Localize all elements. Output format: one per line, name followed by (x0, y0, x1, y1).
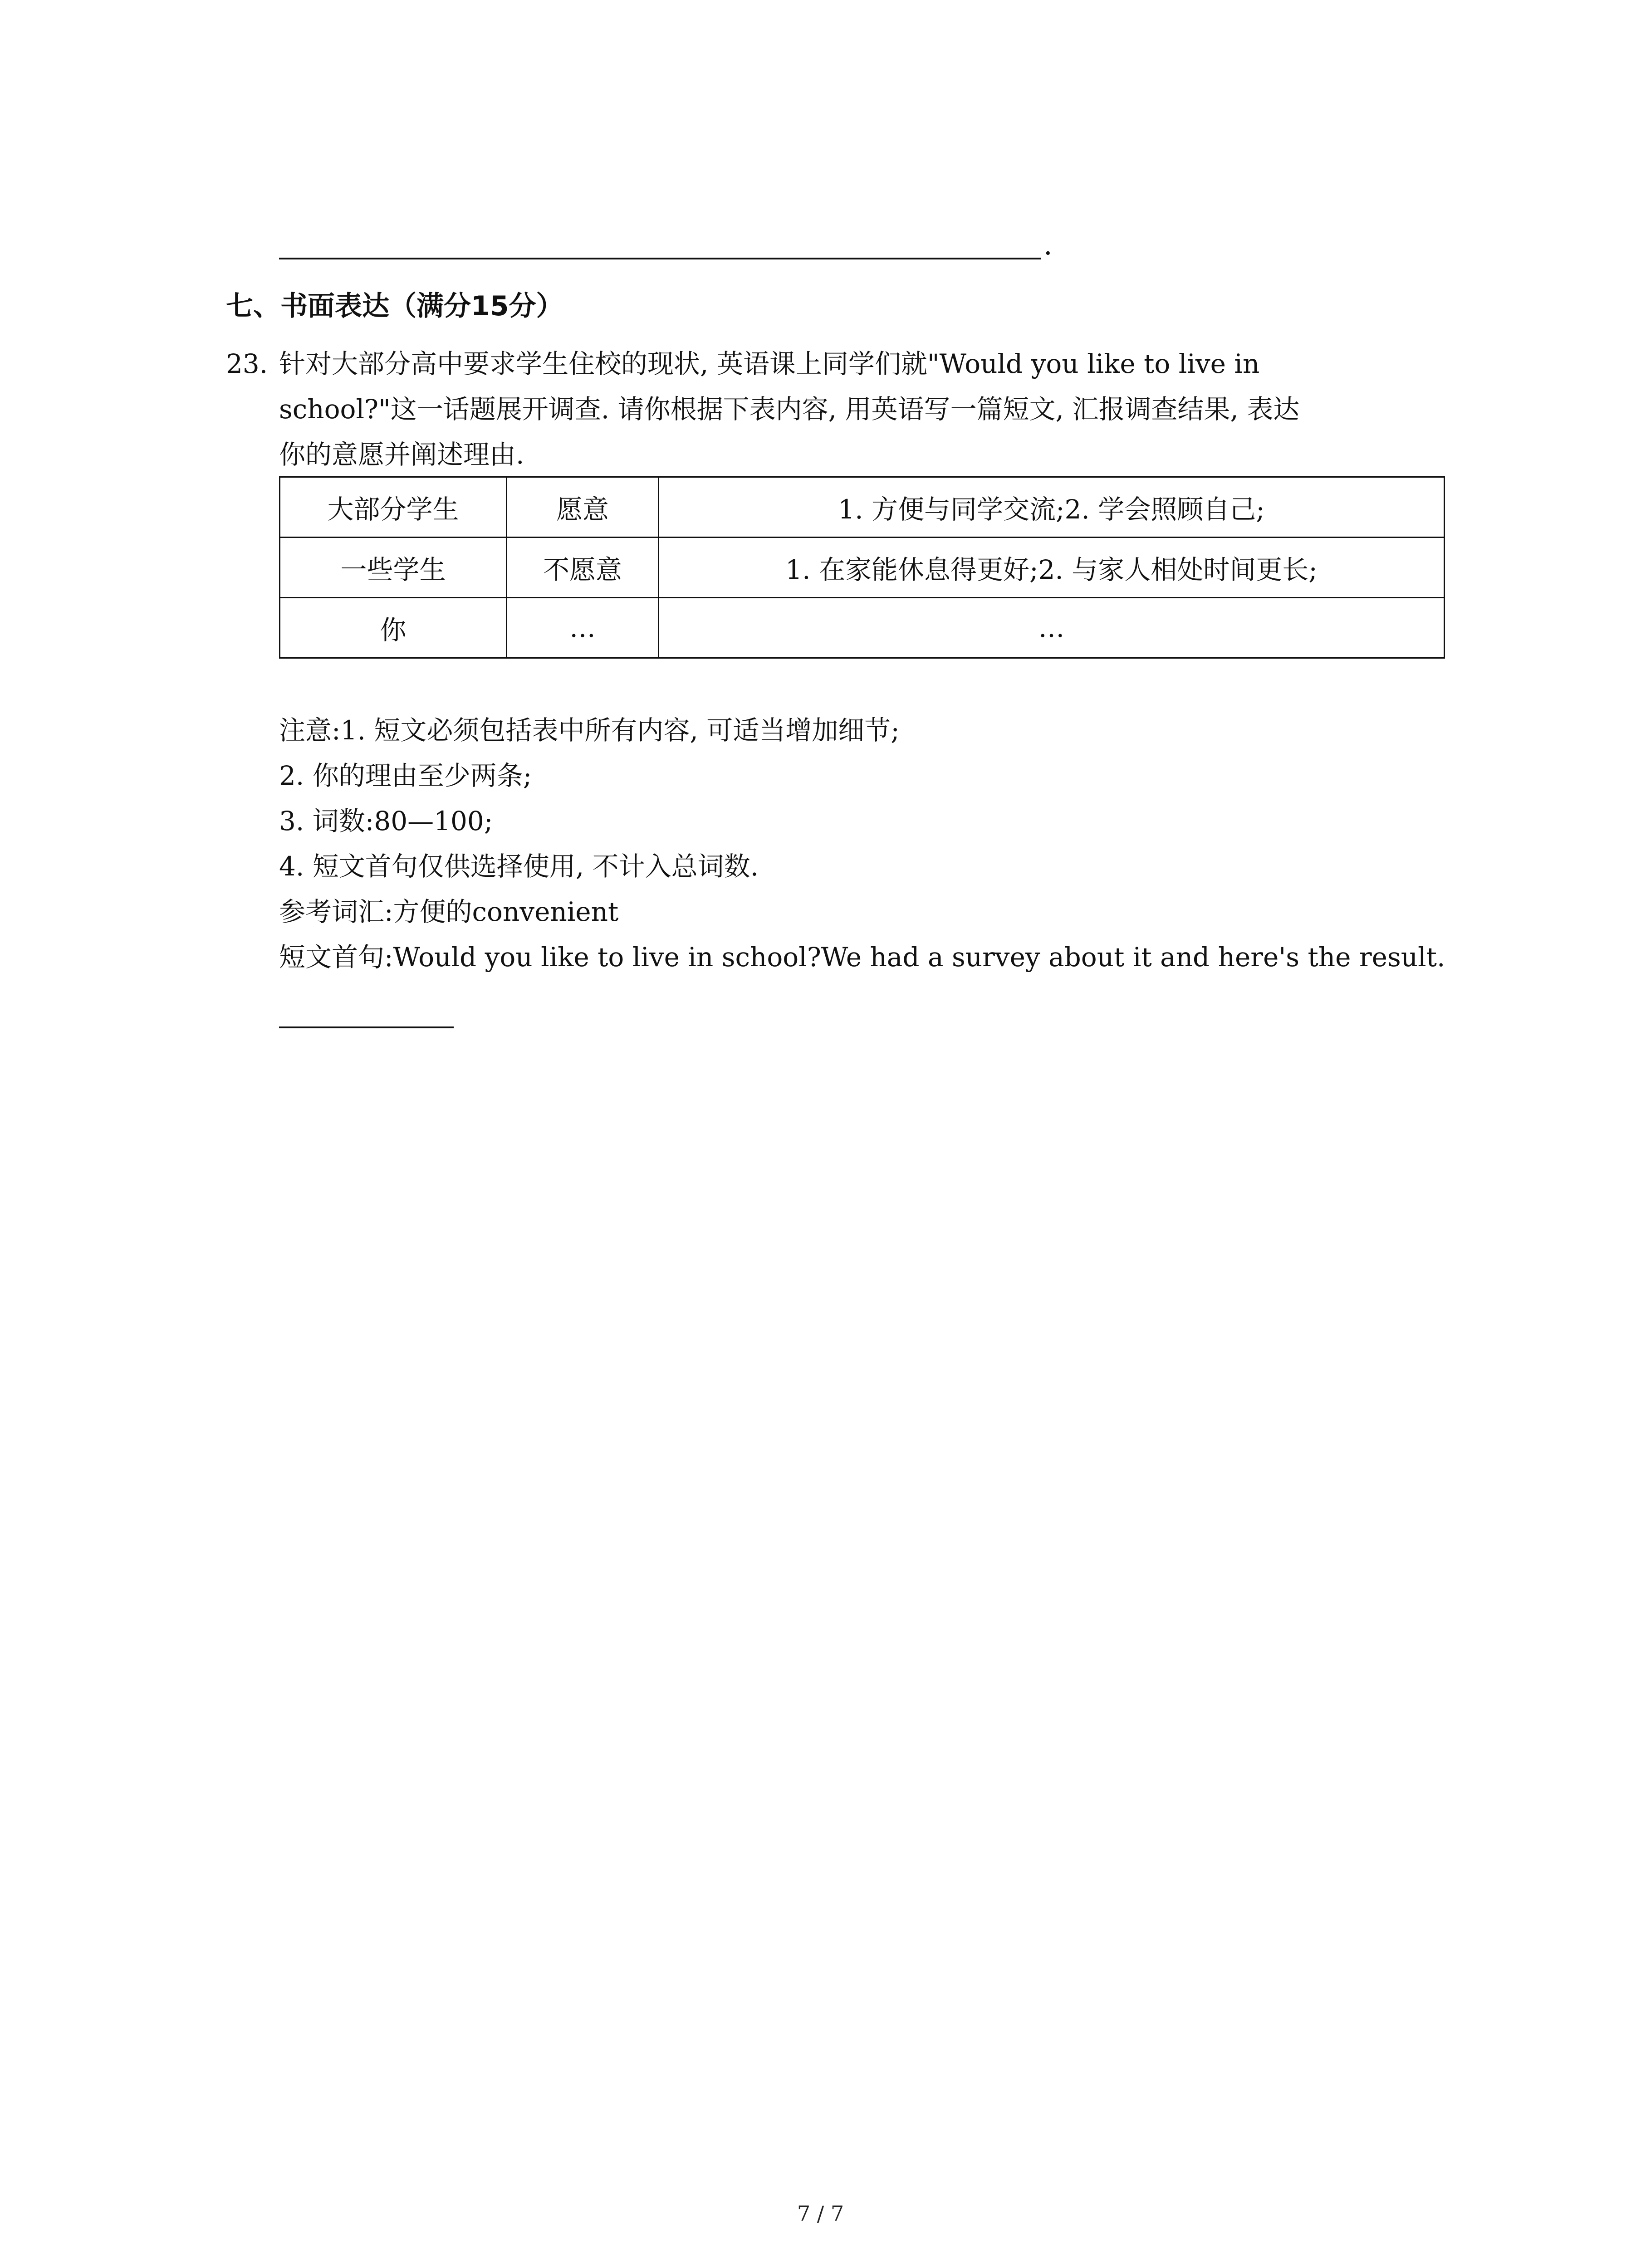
question-line: 针对大部分高中要求学生住校的现状, 英语课上同学们就"Would you like to live in (279, 348, 1260, 379)
table-cell-reasons: 1. 在家能休息得更好;2. 与家人相处时间更长; (659, 538, 1445, 598)
writing-answer-line[interactable] (279, 1026, 454, 1028)
table-cell-attitude: 愿意 (507, 477, 659, 538)
question-prompt (279, 341, 1440, 477)
note-line: 2. 你的理由至少两条; (279, 760, 532, 791)
table-cell-reasons: … (659, 598, 1445, 658)
page-number: 7 / 7 (797, 2201, 844, 2226)
section-title: 七、书面表达（满分15分） (226, 290, 563, 322)
table-row (280, 538, 1445, 598)
note-line: 3. 词数:80—100; (279, 806, 493, 836)
table-cell-reasons: 1. 方便与同学交流;2. 学会照顾自己; (659, 477, 1445, 538)
table-cell-attitude: … (507, 598, 659, 658)
note-line: 注意:1. 短文必须包括表中所有内容, 可适当增加细节; (279, 715, 900, 746)
table-cell-group: 一些学生 (280, 538, 507, 598)
vocabulary-hint: 参考词汇:方便的convenient (279, 896, 619, 927)
table-row (280, 598, 1445, 658)
question-number: 23. (226, 348, 268, 379)
opening-sentence: 短文首句:Would you like to live in school?We had a survey about it and here's the result. (279, 942, 1445, 973)
question-line: 你的意愿并阐述理由. (279, 439, 524, 470)
table-cell-group: 大部分学生 (280, 477, 507, 538)
table-cell-attitude: 不愿意 (507, 538, 659, 598)
note-line: 4. 短文首句仅供选择使用, 不计入总词数. (279, 851, 759, 882)
notes-block (279, 708, 1445, 980)
survey-table (279, 476, 1445, 659)
table-row (280, 477, 1445, 538)
answer-line-period: . (1043, 228, 1053, 261)
question-line: school?"这一话题展开调查. 请你根据下表内容, 用英语写一篇短文, 汇报调查结果, 表达 (279, 394, 1300, 425)
answer-line[interactable] (279, 258, 1041, 259)
table-cell-group: 你 (280, 598, 507, 658)
